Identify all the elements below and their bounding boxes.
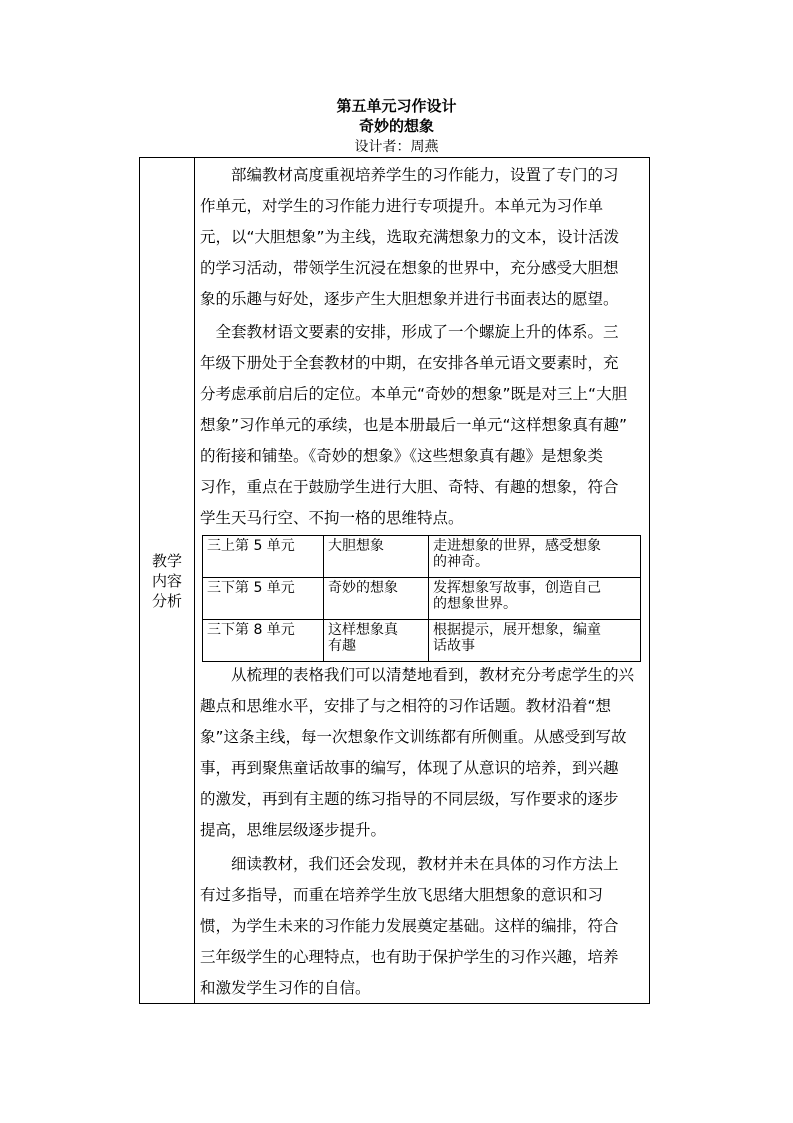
text-line: 的激发，再到有主题的练习指导的不同层级，写作要求的逐步 [200, 790, 619, 808]
text-line: 想象”习作单元的承续，也是本册最后一单元“这样想象真有趣” [200, 416, 628, 434]
text-line: 趣点和思维水平，安排了与之相符的习作话题。教材沿着“想 [200, 697, 612, 715]
document-title: 第五单元习作设计 [336, 97, 457, 115]
topic-cell: 大胆想象 [324, 536, 429, 578]
text-line: 象”这条主线，每一次想象作文训练都有所侧重。从感受到写故 [200, 728, 627, 746]
text-line: 部编教材高度重视培养学生的习作能力，设置了专门的习 [200, 166, 619, 184]
goal-cell: 发挥想象写故事，创造自己 的想象世界。 [429, 578, 641, 620]
section-label-line: 内容 [151, 572, 182, 590]
unit-cell: 三下第 8 单元 [203, 620, 324, 662]
table-row [203, 578, 641, 620]
text-line: 元，以“大胆想象”为主线，选取充满想象力的文本，设计活泼 [200, 228, 620, 246]
text-line: 作单元，对学生的习作能力进行专项提升。本单元为习作单 [200, 197, 604, 215]
unit-cell: 三下第 5 单元 [203, 578, 324, 620]
column-divider [194, 158, 195, 1003]
text-line: 和激发学生习作的自信。 [200, 979, 371, 997]
text-line: 的衔接和铺垫。《奇妙的想象》《这些想象真有趣》是想象类 [200, 447, 604, 465]
text-line: 象的乐趣与好处，逐步产生大胆想象并进行书面表达的愿望。 [200, 290, 619, 308]
goal-cell: 走进想象的世界，感受想象 的神奇。 [429, 536, 641, 578]
topic-cell: 奇妙的想象 [324, 578, 429, 620]
paragraph-spiral-system [200, 317, 644, 534]
text-line: 习作，重点在于鼓励学生进行大胆、奇特、有趣的想象，符合 [200, 478, 619, 496]
document-subtitle: 奇妙的想象 [358, 117, 434, 135]
paragraph-textbook-emphasis [200, 160, 644, 315]
text-line: 三年级学生的心理特点，也有助于保护学生的习作兴趣，培养 [200, 948, 619, 966]
goal-cell: 根据提示，展开想象，编童 话故事 [429, 620, 641, 662]
text-line: 年级下册处于全套教材的中期，在安排各单元语文要素时，充 [200, 354, 619, 372]
unit-cell: 三上第 5 单元 [203, 536, 324, 578]
text-line: 从梳理的表格我们可以清楚地看到，教材充分考虑学生的兴 [200, 666, 635, 684]
designer-line: 设计者：周燕 [354, 139, 439, 155]
topic-cell: 这样想象真 有趣 [324, 620, 429, 662]
text-line: 事，再到聚焦童话故事的编写，体现了从意识的培养，到兴趣 [200, 759, 619, 777]
text-line: 细读教材，我们还会发现，教材并未在具体的习作方法上 [200, 855, 619, 873]
table-row [203, 620, 641, 662]
paragraph-close-reading [200, 849, 644, 1004]
text-line: 学生天马行空、不拘一格的思维特点。 [200, 509, 464, 527]
paragraph-table-analysis [200, 660, 644, 846]
section-label-line: 教学 [151, 552, 182, 570]
section-label-line: 分析 [151, 592, 182, 610]
text-line: 分考虑承前启后的定位。本单元“奇妙的想象”既是对三上“大胆 [200, 385, 628, 403]
unit-comparison-table [202, 535, 641, 662]
text-line: 全套教材语文要素的安排，形成了一个螺旋上升的体系。三 [200, 323, 619, 341]
text-line: 惯，为学生未来的习作能力发展奠定基础。这样的编排，符合 [200, 917, 619, 935]
section-label [140, 551, 194, 611]
text-line: 的学习活动，带领学生沉浸在想象的世界中，充分感受大胆想 [200, 259, 619, 277]
content-analysis-table [139, 157, 650, 1004]
table-row [203, 536, 641, 578]
text-line: 有过多指导，而重在培养学生放飞思绪大胆想象的意识和习 [200, 886, 604, 904]
text-line: 提高，思维层级逐步提升。 [200, 821, 387, 839]
